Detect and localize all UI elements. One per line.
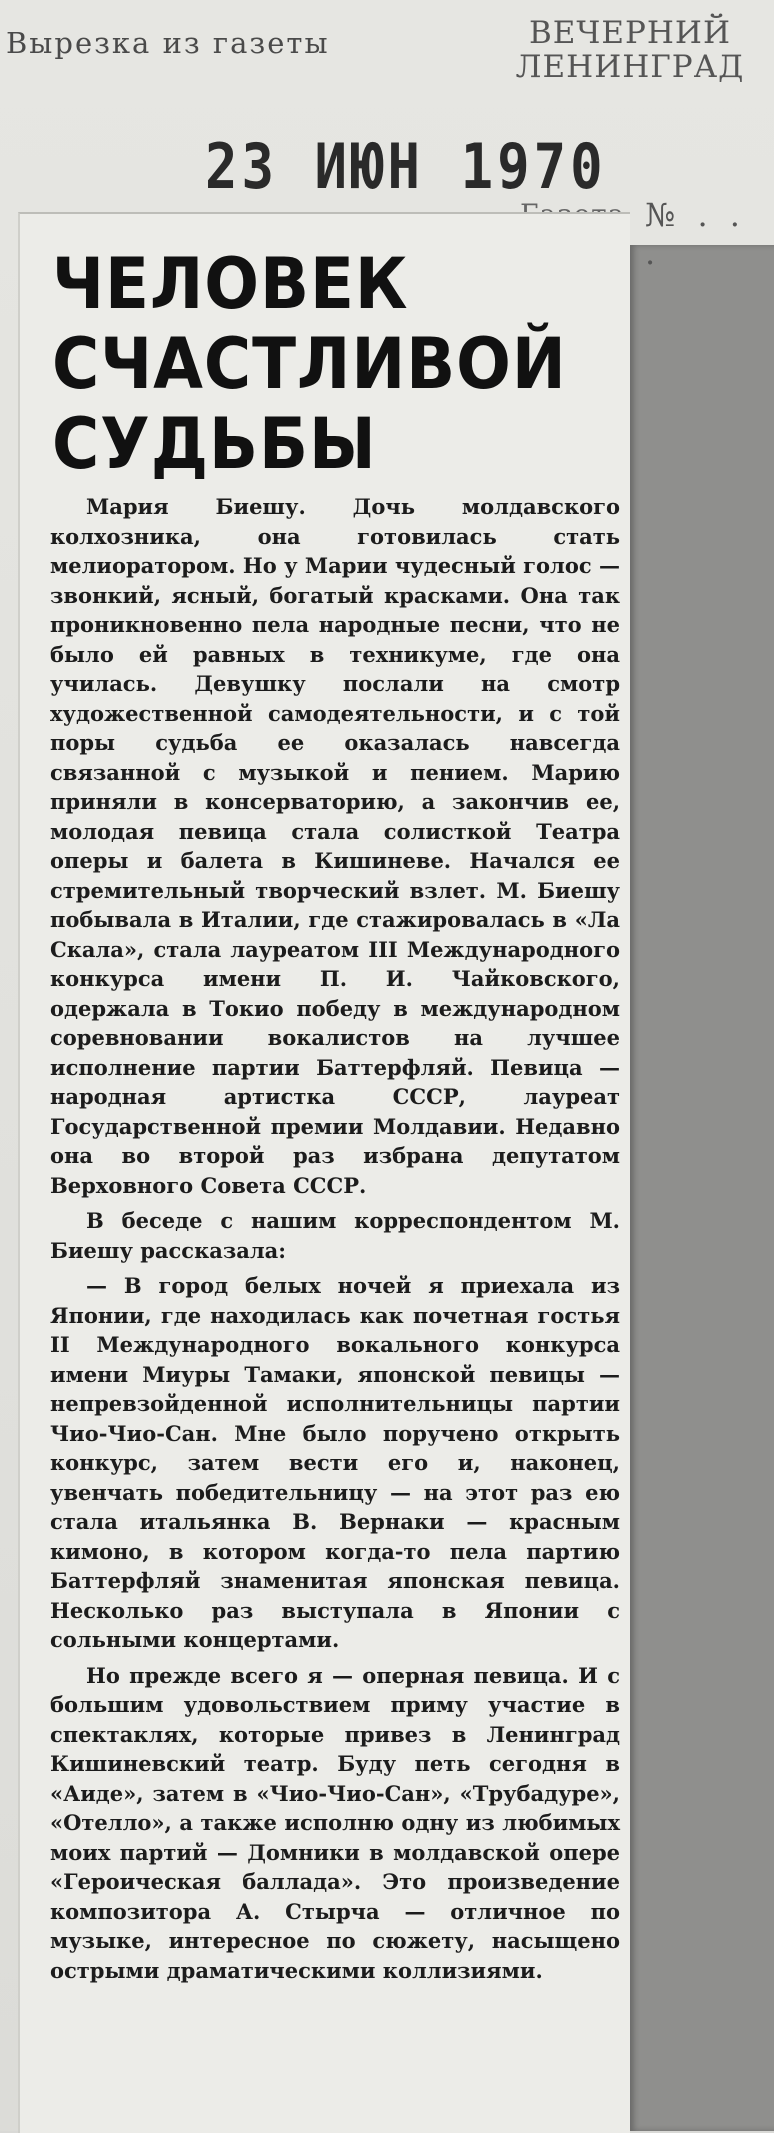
article-paragraph: — В город белых ночей я приехала из Японии, где находилась как почетная гостья II Международного вокального конкурса имени Миуры Тамаки, японской певицы — непревзойденной исполнительницы партии Чио-Чио-Сан. Мне было поручено открыть конкурс, затем вести его и, наконец, увенчать победительницу — на этот раз ею стала итальянка В. Вернаки — красным кимоно, в котором когда-то пела партию Баттерфляй знаменитая японская певица. Несколько раз выступала в Японии с сольными концертами. xyxy=(50,1273,620,1652)
clipping-label: Вырезка из газеты xyxy=(6,26,330,60)
article-clipping xyxy=(18,212,630,2133)
article-paragraph: В беседе с нашим корреспондентом М. Биешу рассказала: xyxy=(50,1208,620,1263)
date-stamp: 23 ИЮН 1970 xyxy=(205,130,607,203)
newspaper-name-line2: ЛЕНИНГРАД xyxy=(515,49,745,85)
headline-line-3: СУДЬБЫ xyxy=(52,403,377,485)
headline-line-2: СЧАСТЛИВОЙ xyxy=(52,323,567,405)
article-paragraph: Но прежде всего я — оперная певица. И с большим удовольствием приму участие в спектаклях, которые привез в Ленинград Кишиневский театр. Буду петь сегодня в «Аиде», затем в «Чио-Чио-Сан», «Трубадуре», «Отелло», а также исполню одну из любимых моих партий — Домники в молдавской опере «Героическая баллада». Это произведение композитора А. Стырча — отличное по музыке, интересное по сюжету, насыщено острыми драматическими коллизиями. xyxy=(50,1662,620,1983)
article-paragraph: Мария Биешу. Дочь молдавского колхозника, она готовилась стать мелиоратором. Но у Марии чудесный голос — звонкий, ясный, богатый красками. Она так проникновенно пела народные песни, что не было ей равных в техникуме, где она училась. Девушку послали на смотр художественной самодеятельности, и с той поры судьба ее оказалась навсегда связанной с музыкой и пением. Марию приняли в консерваторию, а закончив ее, молодая певица стала солисткой Театра оперы и балета в Кишиневе. Начался ее стремительный творческий взлет. М. Биешу побывала в Италии, где стажировалась в «Ла Скала», стала лауреатом III Международного конкурса имени П. И. Чайковского, одержала в Токио победу в международном соревновании вокалистов на лучшее исполнение партии Баттерфляй. Певица — народная артистка СССР, лауреат Государственной премии Молдавии. Недавно она во второй раз избрана депутатом Верховного Совета СССР. xyxy=(50,494,620,1198)
article-body xyxy=(50,492,620,1991)
headline-line-1: ЧЕЛОВЕК xyxy=(52,243,409,325)
issue-number-label: № . . . xyxy=(645,196,746,272)
clipping-card xyxy=(0,0,774,272)
scan-dark-margin xyxy=(628,245,774,2131)
newspaper-name xyxy=(505,16,755,84)
newspaper-name-line1: ВЕЧЕРНИЙ xyxy=(529,15,731,51)
article-headline xyxy=(52,244,567,484)
